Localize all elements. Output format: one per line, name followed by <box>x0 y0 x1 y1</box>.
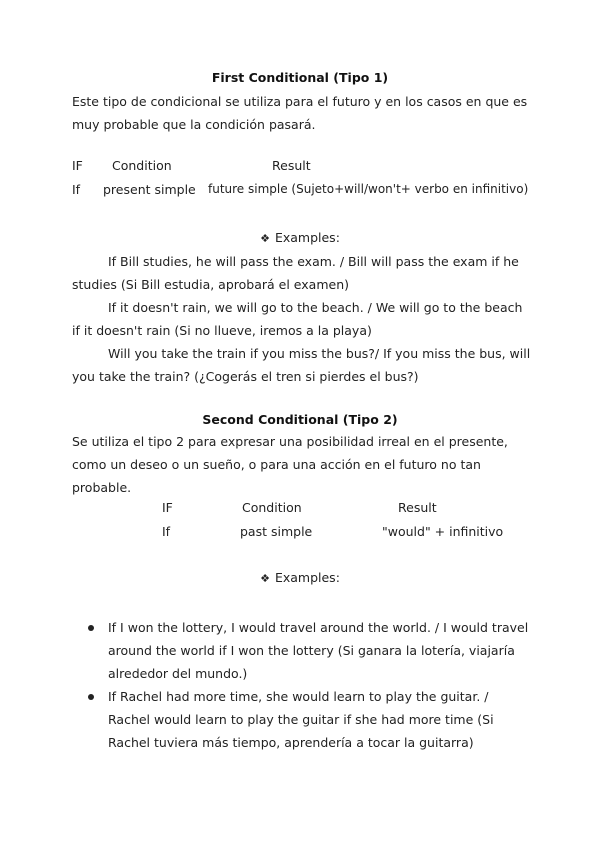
first-examples-heading <box>0 230 600 245</box>
second-examples-label: Examples: <box>274 570 340 585</box>
second-examples-heading <box>0 570 600 585</box>
first-table-cell-if: If <box>72 182 81 197</box>
bullet-dot-icon <box>88 694 94 700</box>
bullet-dot-icon <box>88 625 94 631</box>
second-conditional-intro: Se utiliza el tipo 2 para expresar una posibilidad irreal en el presente, como un deseo o un sueño, o para una acción en el futuro no tan probable. <box>72 434 508 495</box>
list-item <box>88 616 534 685</box>
second-conditional-title: Second Conditional (Tipo 2) <box>202 412 398 427</box>
first-table-cell-result: future simple (Sujeto+will/won't+ verbo en infinitivo) <box>208 182 529 196</box>
first-table-header-if: IF <box>72 158 83 173</box>
first-table-header-condition: Condition <box>112 158 172 173</box>
second-table-header-condition: Condition <box>242 500 302 515</box>
list-item <box>88 685 534 754</box>
second-table-cell-if: If <box>162 524 171 539</box>
second-table-cell-result: "would" + infinitivo <box>382 524 504 539</box>
second-table-header-result: Result <box>398 500 437 515</box>
diamond-bullet-icon: ❖ <box>260 572 270 585</box>
first-conditional-title: First Conditional (Tipo 1) <box>211 70 389 85</box>
diamond-bullet-icon: ❖ <box>260 232 270 245</box>
first-table-header-result: Result <box>272 158 311 173</box>
second-example-2: If Rachel had more time, she would learn to play the guitar. / Rachel would learn to play the guitar if she had more time (Si Rachel tuviera más tiempo, aprendería a tocar la guitarra) <box>108 689 494 750</box>
second-examples-list <box>88 616 534 754</box>
first-example-1: If Bill studies, he will pass the exam. / Bill will pass the exam if he studies (Si Bill estudia, aprobará el examen) <box>72 254 519 292</box>
first-example-3: Will you take the train if you miss the bus?/ If you miss the bus, will you take the train? (¿Cogerás el tren si pierdes el bus?) <box>72 346 531 384</box>
second-table-header-if: IF <box>162 500 173 515</box>
first-table-cell-condition: present simple <box>103 182 196 197</box>
second-example-1: If I won the lottery, I would travel around the world. / I would travel around the world if I won the lottery (Si ganara la lotería, viajaría alrededor del mundo.) <box>108 620 529 681</box>
second-table-cell-condition: past simple <box>240 524 313 539</box>
first-examples-label: Examples: <box>274 230 340 245</box>
first-example-2: If it doesn't rain, we will go to the beach. / We will go to the beach if it doesn't rain (Si no llueve, iremos a la playa) <box>72 300 523 338</box>
first-conditional-intro: Este tipo de condicional se utiliza para el futuro y en los casos en que es muy probable que la condición pasará. <box>72 94 528 132</box>
